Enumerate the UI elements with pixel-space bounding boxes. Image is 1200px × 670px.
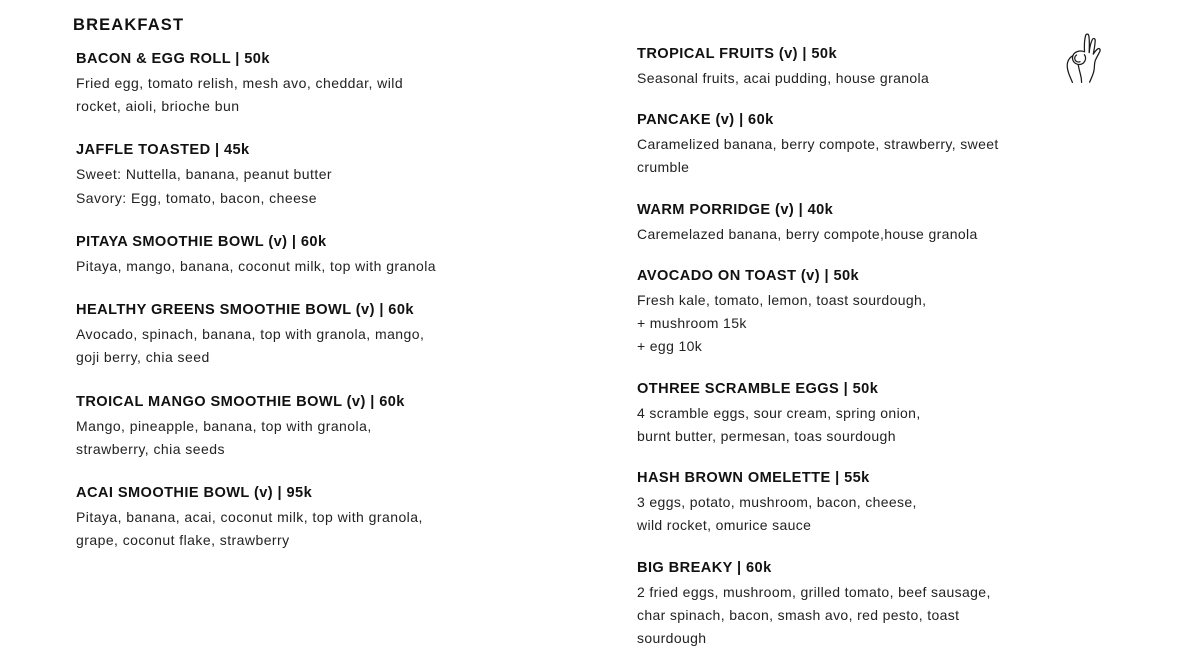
menu-item-description-line: Caremelazed banana, berry compote,house granola <box>637 225 978 242</box>
menu-item-description-line: Caramelized banana, berry compote, strawberry, sweet <box>637 136 999 153</box>
menu-item-description-line: Mango, pineapple, banana, top with granola, <box>76 417 372 434</box>
menu-item-description-line: Savory: Egg, tomato, bacon, cheese <box>76 189 317 206</box>
menu-item-description <box>76 255 576 278</box>
menu-item-description-line: char spinach, bacon, smash avo, red pesto, toast <box>637 606 960 623</box>
menu-item <box>637 468 1057 537</box>
menu-item-description <box>76 323 576 369</box>
menu-item-name: TROPICAL FRUITS (v) | 50k <box>637 46 838 62</box>
menu-item-name: BIG BREAKY | 60k <box>637 559 772 576</box>
menu-item <box>637 558 1057 651</box>
menu-item-description <box>76 163 576 209</box>
menu-item-name: WARM PORRIDGE (v) | 40k <box>637 201 834 218</box>
menu-item-description-line: crumble <box>637 159 690 176</box>
menu-item-name: PITAYA SMOOTHIE BOWL (v) | 60k <box>76 233 327 250</box>
menu-item <box>76 49 576 118</box>
menu-item-description-line: Pitaya, banana, acai, coconut milk, top with granola, <box>76 509 423 526</box>
menu-item-description-line: wild rocket, omurice sauce <box>637 517 812 534</box>
menu-item <box>76 140 576 209</box>
menu-item-name: JAFFLE TOASTED | 45k <box>76 142 250 159</box>
menu-item-name: AVOCADO ON TOAST (v) | 50k <box>637 267 860 284</box>
menu-item-description-line: Avocado, spinach, banana, top with granola, mango, <box>76 326 425 343</box>
menu-item-description <box>637 491 1057 537</box>
menu-item <box>76 392 576 461</box>
menu-item-description <box>637 581 1057 651</box>
menu-item-description-line: Sweet: Nuttella, banana, peanut butter <box>76 166 333 183</box>
menu-item-description-line: + egg 10k <box>637 338 703 355</box>
menu-column-right <box>637 44 1057 670</box>
menu-item-description-line: Seasonal fruits, acai pudding, house granola <box>637 70 930 86</box>
menu-item-description-line: sourdough <box>637 630 707 647</box>
menu-item-description <box>637 289 1057 359</box>
menu-item-name: PANCAKE (v) | 60k <box>637 112 774 129</box>
menu-item-description <box>637 223 1057 246</box>
menu-item-description <box>76 72 576 118</box>
menu-item-description-line: grape, coconut flake, strawberry <box>76 532 290 549</box>
menu-item-description-line: 2 fried eggs, mushroom, grilled tomato, beef sausage, <box>637 583 991 600</box>
menu-item-description-line: Fresh kale, tomato, lemon, toast sourdough, <box>637 291 927 308</box>
menu-item-description-line: 4 scramble eggs, sour cream, spring onion, <box>637 404 921 421</box>
menu-item-description-line: rocket, aioli, brioche bun <box>76 98 240 115</box>
menu-item-description-line: burnt butter, permesan, toas sourdough <box>637 427 896 444</box>
menu-item <box>76 232 576 278</box>
menu-item <box>637 110 1057 179</box>
menu-item-name: HASH BROWN OMELETTE | 55k <box>637 470 870 487</box>
menu-item-description <box>637 67 1057 90</box>
menu-item-description-line: Fried egg, tomato relish, mesh avo, cheddar, wild <box>76 75 404 91</box>
menu-item-name: OTHREE SCRAMBLE EGGS | 50k <box>637 380 879 397</box>
menu-item <box>76 483 576 552</box>
menu-item-description <box>637 133 1057 179</box>
menu-item-description <box>76 415 576 461</box>
menu-item <box>637 200 1057 246</box>
menu-item-description-line: strawberry, chia seeds <box>76 440 225 457</box>
menu-item-name: ACAI SMOOTHIE BOWL (v) | 95k <box>76 485 313 502</box>
menu-item <box>76 300 576 369</box>
menu-column-left <box>76 49 576 553</box>
menu-item <box>637 379 1057 448</box>
menu-item-description <box>76 506 576 552</box>
menu-item <box>637 44 1057 90</box>
menu-item-description-line: goji berry, chia seed <box>76 349 210 366</box>
menu-item-name: HEALTHY GREENS SMOOTHIE BOWL (v) | 60k <box>76 302 414 319</box>
ok-hand-icon <box>1059 31 1105 85</box>
menu-item-description-line: + mushroom 15k <box>637 315 747 332</box>
menu-item-name: BACON & EGG ROLL | 50k <box>76 51 270 67</box>
menu-item <box>637 266 1057 359</box>
menu-item-name: TROICAL MANGO SMOOTHIE BOWL (v) | 60k <box>76 393 405 410</box>
menu-item-description <box>637 402 1057 448</box>
menu-item-description-line: 3 eggs, potato, mushroom, bacon, cheese, <box>637 494 917 511</box>
menu-item-description-line: Pitaya, mango, banana, coconut milk, top with granola <box>76 257 437 274</box>
page-title: BREAKFAST <box>73 16 185 34</box>
